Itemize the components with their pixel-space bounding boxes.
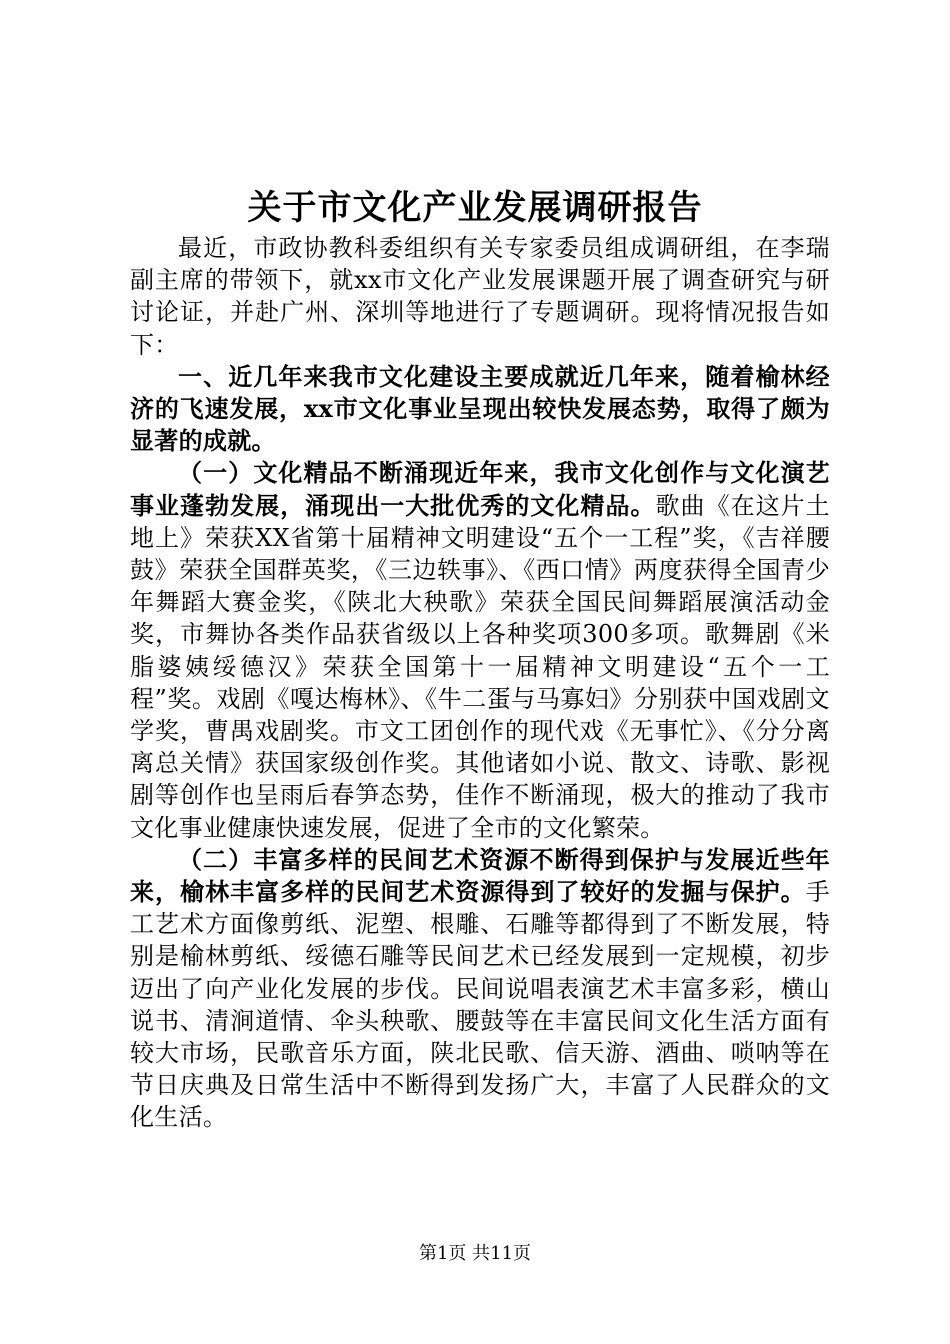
paragraph-text: 手工艺术方面像剪纸、泥塑、根雕、石雕等都得到了不断发展，特别是榆林剪纸、绥德石雕等民间艺术已经发展到一定规模，初步迈出了向产业化发展的步伐。民间说唱表演艺术丰富多彩，横山说书、清涧道情、伞头秧歌、腰鼓等在丰富民间文化生活方面有较大市场，民歌音乐方面，陕北民歌、信天游、酒曲、唢呐等在节日庆典及日常生活中不断得到发扬广大，丰富了人民群众的文化生活。	[130, 878, 830, 1132]
paragraph-intro	[130, 232, 830, 361]
document-title: 关于市文化产业发展调研报告	[247, 188, 703, 228]
paragraph-subsection-2	[130, 844, 830, 1134]
paragraph-subsection-1	[130, 457, 830, 843]
paragraph-lead: （二）丰富多样的民间艺术资源不断得到保护与发展近些年来，榆林丰富多样的民间艺术资源得到了较好的发掘与保护。	[130, 844, 830, 907]
paragraph-section-1	[130, 361, 830, 458]
paragraph-lead: （一）文化精品不断涌现近年来，我市文化创作与文化演艺事业蓬勃发展，涌现出一大批优秀的文化精品。	[130, 458, 830, 520]
paragraph-lead: 一、近几年来我市文化建设主要成就近几年来，随着榆林经济的飞速发展，xx市文化事业呈现出较快发展态势，取得了颇为显著的成就。	[130, 361, 830, 456]
paragraph-text: 歌曲《在这片土地上》荣获XX省第十届精神文明建设“五个一工程”奖，《吉祥腰鼓》荣获全国群英奖，《三边轶事》、《西口情》两度获得全国青少年舞蹈大赛金奖，《陕北大秧歌》荣获全国民间舞蹈展演活动金奖，市舞协各类作品获省级以上各种奖项300多项。歌舞剧《米脂婆姨绥德汉》荣获全国第十一届精神文明建设“五个一工程”奖。戏剧《嘎达梅林》、《牛二蛋与马寡妇》分别获中国戏剧文学奖，曹禺戏剧奖。市文工团创作的现代戏《无事忙》、《分分离离总关情》获国家级创作奖。其他诸如小说、散文、诗歌、影视剧等创作也呈雨后春笋态势，佳作不断涌现，极大的推动了我市文化事业健康快速发展，促进了全市的文化繁荣。	[130, 491, 830, 842]
page-footer: 第1页 共11页	[418, 1243, 532, 1264]
paragraph-text: 最近，市政协教科委组织有关专家委员组成调研组，在李瑞副主席的带领下，就xx市文化产业发展课题开展了调查研究与研讨论证，并赴广州、深圳等地进行了专题调研。现将情况报告如下：	[130, 234, 830, 359]
document-body	[130, 232, 830, 1134]
